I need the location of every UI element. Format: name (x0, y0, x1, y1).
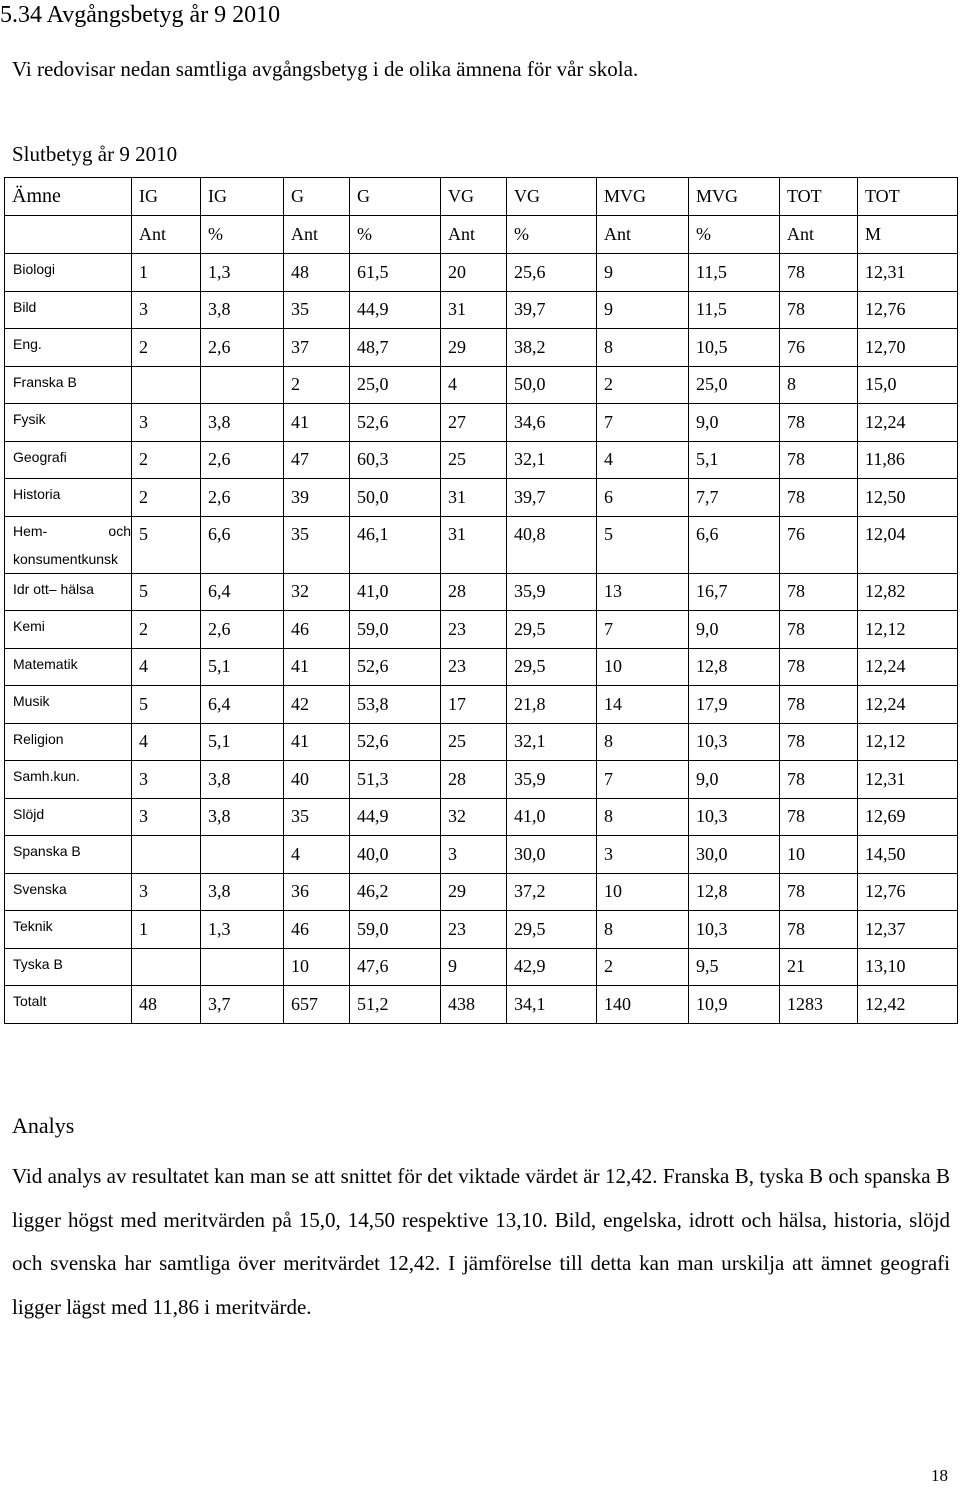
value-cell: 1,3 (201, 254, 284, 292)
subject-cell: Historia (5, 479, 132, 517)
value-cell: 10,9 (689, 986, 780, 1024)
table-row (5, 986, 958, 1024)
header-cell: Ant (441, 216, 507, 254)
value-cell: 32,1 (507, 441, 597, 479)
value-cell: 10 (597, 648, 689, 686)
value-cell: 32,1 (507, 723, 597, 761)
header-cell: TOT (780, 178, 858, 216)
value-cell: 3,8 (201, 873, 284, 911)
value-cell: 12,70 (858, 329, 958, 367)
header-cell (5, 216, 132, 254)
value-cell: 51,3 (350, 761, 441, 799)
subject-cell: Musik (5, 686, 132, 724)
subject-cell: Tyska B (5, 948, 132, 986)
value-cell: 1,3 (201, 911, 284, 949)
value-cell: 36 (284, 873, 350, 911)
value-cell: 51,2 (350, 986, 441, 1024)
value-cell: 32 (284, 573, 350, 611)
value-cell: 29 (441, 873, 507, 911)
subject-cell: Spanska B (5, 836, 132, 874)
value-cell: 3 (597, 836, 689, 874)
value-cell: 29,5 (507, 648, 597, 686)
value-cell: 30,0 (689, 836, 780, 874)
value-cell: 28 (441, 761, 507, 799)
value-cell: 28 (441, 573, 507, 611)
value-cell: 10,5 (689, 329, 780, 367)
value-cell: 23 (441, 648, 507, 686)
subject-cell: Bild (5, 291, 132, 329)
value-cell (201, 366, 284, 404)
value-cell: 9,5 (689, 948, 780, 986)
table-row (5, 366, 958, 404)
value-cell: 12,76 (858, 873, 958, 911)
value-cell: 10,3 (689, 723, 780, 761)
value-cell: 6,4 (201, 573, 284, 611)
value-cell: 21,8 (507, 686, 597, 724)
value-cell: 48,7 (350, 329, 441, 367)
value-cell: 78 (780, 479, 858, 517)
value-cell: 14 (597, 686, 689, 724)
value-cell: 3 (132, 404, 201, 442)
table-row (5, 761, 958, 799)
page-number: 18 (931, 1466, 948, 1485)
value-cell: 12,42 (858, 986, 958, 1024)
value-cell: 10,3 (689, 798, 780, 836)
value-cell: 2 (132, 441, 201, 479)
value-cell: 657 (284, 986, 350, 1024)
subject-cell: Biologi (5, 254, 132, 292)
value-cell: 25 (441, 723, 507, 761)
value-cell: 48 (284, 254, 350, 292)
value-cell: 7 (597, 404, 689, 442)
value-cell: 25,0 (350, 366, 441, 404)
value-cell: 29,5 (507, 611, 597, 649)
value-cell: 34,6 (507, 404, 597, 442)
value-cell: 25,0 (689, 366, 780, 404)
value-cell: 1283 (780, 986, 858, 1024)
value-cell: 17,9 (689, 686, 780, 724)
header-cell: % (350, 216, 441, 254)
section-heading: 5.34 Avgångsbetyg år 9 2010 (0, 2, 281, 28)
value-cell: 35,9 (507, 761, 597, 799)
value-cell: 78 (780, 291, 858, 329)
value-cell: 21 (780, 948, 858, 986)
value-cell: 12,37 (858, 911, 958, 949)
value-cell: 10,3 (689, 911, 780, 949)
value-cell: 46 (284, 911, 350, 949)
table-row (5, 948, 958, 986)
value-cell: 41 (284, 648, 350, 686)
header-cell: % (507, 216, 597, 254)
value-cell: 12,50 (858, 479, 958, 517)
value-cell: 9 (597, 291, 689, 329)
value-cell: 2,6 (201, 479, 284, 517)
value-cell: 40,8 (507, 516, 597, 573)
header-cell: Ant (284, 216, 350, 254)
table-row (5, 573, 958, 611)
value-cell: 25 (441, 441, 507, 479)
value-cell: 3 (132, 761, 201, 799)
value-cell: 40,0 (350, 836, 441, 874)
value-cell: 12,8 (689, 648, 780, 686)
subject-cell: Idr ott– hälsa (5, 573, 132, 611)
intro-text: Vi redovisar nedan samtliga avgångsbetyg i de olika ämnena för vår skola. (12, 57, 639, 81)
value-cell: 78 (780, 798, 858, 836)
value-cell: 46,2 (350, 873, 441, 911)
value-cell: 78 (780, 911, 858, 949)
table-row (5, 873, 958, 911)
value-cell: 34,1 (507, 986, 597, 1024)
value-cell: 6 (597, 479, 689, 517)
value-cell: 35,9 (507, 573, 597, 611)
value-cell: 4 (284, 836, 350, 874)
value-cell: 78 (780, 686, 858, 724)
value-cell: 12,24 (858, 648, 958, 686)
subject-cell: Fysik (5, 404, 132, 442)
value-cell: 78 (780, 723, 858, 761)
value-cell: 52,6 (350, 648, 441, 686)
value-cell: 5,1 (201, 723, 284, 761)
value-cell: 13 (597, 573, 689, 611)
value-cell: 59,0 (350, 611, 441, 649)
value-cell: 13,10 (858, 948, 958, 986)
value-cell: 37 (284, 329, 350, 367)
value-cell: 53,8 (350, 686, 441, 724)
value-cell: 44,9 (350, 291, 441, 329)
subject-cell: Matematik (5, 648, 132, 686)
value-cell: 7 (597, 611, 689, 649)
value-cell: 2 (597, 366, 689, 404)
value-cell: 11,5 (689, 291, 780, 329)
value-cell: 12,31 (858, 254, 958, 292)
value-cell: 2 (132, 611, 201, 649)
table-row (5, 479, 958, 517)
value-cell: 11,5 (689, 254, 780, 292)
value-cell: 9 (441, 948, 507, 986)
value-cell: 35 (284, 516, 350, 573)
table-caption: Slutbetyg år 9 2010 (12, 142, 178, 166)
value-cell: 11,86 (858, 441, 958, 479)
header-cell: MVG (597, 178, 689, 216)
value-cell: 23 (441, 911, 507, 949)
value-cell: 50,0 (507, 366, 597, 404)
value-cell: 10 (597, 873, 689, 911)
table-row (5, 611, 958, 649)
table-row (5, 723, 958, 761)
value-cell: 4 (132, 648, 201, 686)
value-cell: 5,1 (201, 648, 284, 686)
value-cell: 12,12 (858, 723, 958, 761)
value-cell: 41,0 (507, 798, 597, 836)
subject-cell (5, 516, 132, 573)
value-cell: 40 (284, 761, 350, 799)
header-cell: VG (441, 178, 507, 216)
value-cell: 78 (780, 648, 858, 686)
value-cell: 29 (441, 329, 507, 367)
header-cell: M (858, 216, 958, 254)
value-cell: 5 (132, 573, 201, 611)
table-row (5, 686, 958, 724)
value-cell: 48 (132, 986, 201, 1024)
table-row (5, 291, 958, 329)
value-cell: 39,7 (507, 479, 597, 517)
analys-heading: Analys (12, 1113, 75, 1138)
value-cell: 31 (441, 516, 507, 573)
value-cell: 3,8 (201, 798, 284, 836)
value-cell: 76 (780, 516, 858, 573)
value-cell: 37,2 (507, 873, 597, 911)
value-cell: 38,2 (507, 329, 597, 367)
value-cell: 14,50 (858, 836, 958, 874)
value-cell: 4 (132, 723, 201, 761)
value-cell: 6,6 (201, 516, 284, 573)
header-cell: G (350, 178, 441, 216)
header-cell: IG (132, 178, 201, 216)
value-cell: 9,0 (689, 611, 780, 649)
value-cell: 78 (780, 573, 858, 611)
value-cell: 3 (132, 798, 201, 836)
value-cell: 78 (780, 404, 858, 442)
value-cell: 2,6 (201, 611, 284, 649)
value-cell: 5,1 (689, 441, 780, 479)
value-cell: 60,3 (350, 441, 441, 479)
value-cell: 78 (780, 254, 858, 292)
value-cell: 50,0 (350, 479, 441, 517)
value-cell: 9,0 (689, 761, 780, 799)
header-cell: IG (201, 178, 284, 216)
value-cell: 12,76 (858, 291, 958, 329)
value-cell: 5 (132, 516, 201, 573)
value-cell: 12,31 (858, 761, 958, 799)
value-cell: 438 (441, 986, 507, 1024)
value-cell: 8 (597, 723, 689, 761)
value-cell: 52,6 (350, 723, 441, 761)
value-cell: 2 (132, 329, 201, 367)
analys-paragraph: Vid analys av resultatet kan man se att snittet för det viktade värdet är 12,42. Franska B, tyska B och spanska B ligger högst med meritvärden på 15,0, 14,50 respektive 13,10. Bild, engelska, idrott och hälsa, historia, slöjd och svenska har samtliga över meritvärdet 12,42. I jämförelse till detta kan man urskilja att ämnet geografi ligger lägst med 11,86 i meritvärde. (12, 1164, 950, 1319)
value-cell: 41,0 (350, 573, 441, 611)
table-row (5, 836, 958, 874)
value-cell (201, 836, 284, 874)
table-row (5, 516, 958, 573)
value-cell (201, 948, 284, 986)
value-cell: 2,6 (201, 441, 284, 479)
table-row (5, 911, 958, 949)
header-cell: TOT (858, 178, 958, 216)
value-cell: 78 (780, 441, 858, 479)
value-cell: 29,5 (507, 911, 597, 949)
value-cell: 3 (441, 836, 507, 874)
subject-cell: Totalt (5, 986, 132, 1024)
header-cell: Ant (597, 216, 689, 254)
value-cell: 2 (132, 479, 201, 517)
value-cell: 5 (597, 516, 689, 573)
value-cell: 6,4 (201, 686, 284, 724)
value-cell: 42,9 (507, 948, 597, 986)
table-row (5, 648, 958, 686)
value-cell: 25,6 (507, 254, 597, 292)
value-cell: 5 (132, 686, 201, 724)
header-row-grade (5, 178, 958, 216)
value-cell: 12,8 (689, 873, 780, 911)
subject-label-line2: konsumentkunsk (13, 550, 119, 567)
value-cell: 10 (284, 948, 350, 986)
subject-cell: Geografi (5, 441, 132, 479)
value-cell: 12,12 (858, 611, 958, 649)
value-cell: 17 (441, 686, 507, 724)
subject-cell: Franska B (5, 366, 132, 404)
table-row (5, 329, 958, 367)
value-cell: 76 (780, 329, 858, 367)
subject-cell: Svenska (5, 873, 132, 911)
value-cell: 3,8 (201, 404, 284, 442)
value-cell: 12,24 (858, 404, 958, 442)
value-cell: 46 (284, 611, 350, 649)
value-cell (132, 948, 201, 986)
value-cell: 15,0 (858, 366, 958, 404)
value-cell: 2 (597, 948, 689, 986)
subject-cell: Kemi (5, 611, 132, 649)
value-cell: 3,8 (201, 761, 284, 799)
subject-cell: Religion (5, 723, 132, 761)
subject-cell: Samh.kun. (5, 761, 132, 799)
value-cell: 47,6 (350, 948, 441, 986)
header-cell: % (201, 216, 284, 254)
value-cell: 35 (284, 291, 350, 329)
value-cell: 12,82 (858, 573, 958, 611)
value-cell (132, 836, 201, 874)
value-cell: 46,1 (350, 516, 441, 573)
value-cell: 3 (132, 873, 201, 911)
value-cell: 27 (441, 404, 507, 442)
header-cell: MVG (689, 178, 780, 216)
value-cell (132, 366, 201, 404)
value-cell: 12,69 (858, 798, 958, 836)
subject-cell: Teknik (5, 911, 132, 949)
value-cell: 8 (597, 798, 689, 836)
header-cell: VG (507, 178, 597, 216)
value-cell: 78 (780, 873, 858, 911)
table-row (5, 404, 958, 442)
value-cell: 9 (597, 254, 689, 292)
value-cell: 2,6 (201, 329, 284, 367)
value-cell: 44,9 (350, 798, 441, 836)
value-cell: 30,0 (507, 836, 597, 874)
value-cell: 52,6 (350, 404, 441, 442)
value-cell: 10 (780, 836, 858, 874)
value-cell: 23 (441, 611, 507, 649)
value-cell: 1 (132, 911, 201, 949)
value-cell: 35 (284, 798, 350, 836)
value-cell: 39,7 (507, 291, 597, 329)
subject-cell: Slöjd (5, 798, 132, 836)
value-cell: 2 (284, 366, 350, 404)
value-cell: 6,6 (689, 516, 780, 573)
header-cell: Ant (132, 216, 201, 254)
value-cell: 3,8 (201, 291, 284, 329)
value-cell: 3,7 (201, 986, 284, 1024)
value-cell: 12,04 (858, 516, 958, 573)
value-cell: 47 (284, 441, 350, 479)
subject-cell: Eng. (5, 329, 132, 367)
value-cell: 8 (597, 911, 689, 949)
header-cell: Ant (780, 216, 858, 254)
value-cell: 1 (132, 254, 201, 292)
value-cell: 78 (780, 761, 858, 799)
header-cell: Ämne (5, 178, 132, 216)
grades-table (4, 177, 958, 1024)
value-cell: 4 (441, 366, 507, 404)
value-cell: 41 (284, 404, 350, 442)
value-cell: 31 (441, 479, 507, 517)
table-row (5, 441, 958, 479)
value-cell: 39 (284, 479, 350, 517)
value-cell: 8 (597, 329, 689, 367)
value-cell: 12,24 (858, 686, 958, 724)
value-cell: 8 (780, 366, 858, 404)
header-cell: % (689, 216, 780, 254)
subject-label-line1: Hem- och (13, 522, 131, 539)
value-cell: 20 (441, 254, 507, 292)
value-cell: 42 (284, 686, 350, 724)
value-cell: 31 (441, 291, 507, 329)
value-cell: 7,7 (689, 479, 780, 517)
header-cell: G (284, 178, 350, 216)
value-cell: 7 (597, 761, 689, 799)
value-cell: 16,7 (689, 573, 780, 611)
value-cell: 61,5 (350, 254, 441, 292)
value-cell: 59,0 (350, 911, 441, 949)
header-row-measure (5, 216, 958, 254)
value-cell: 4 (597, 441, 689, 479)
value-cell: 78 (780, 611, 858, 649)
value-cell: 9,0 (689, 404, 780, 442)
table-row (5, 254, 958, 292)
value-cell: 32 (441, 798, 507, 836)
table-row (5, 798, 958, 836)
value-cell: 41 (284, 723, 350, 761)
value-cell: 3 (132, 291, 201, 329)
value-cell: 140 (597, 986, 689, 1024)
